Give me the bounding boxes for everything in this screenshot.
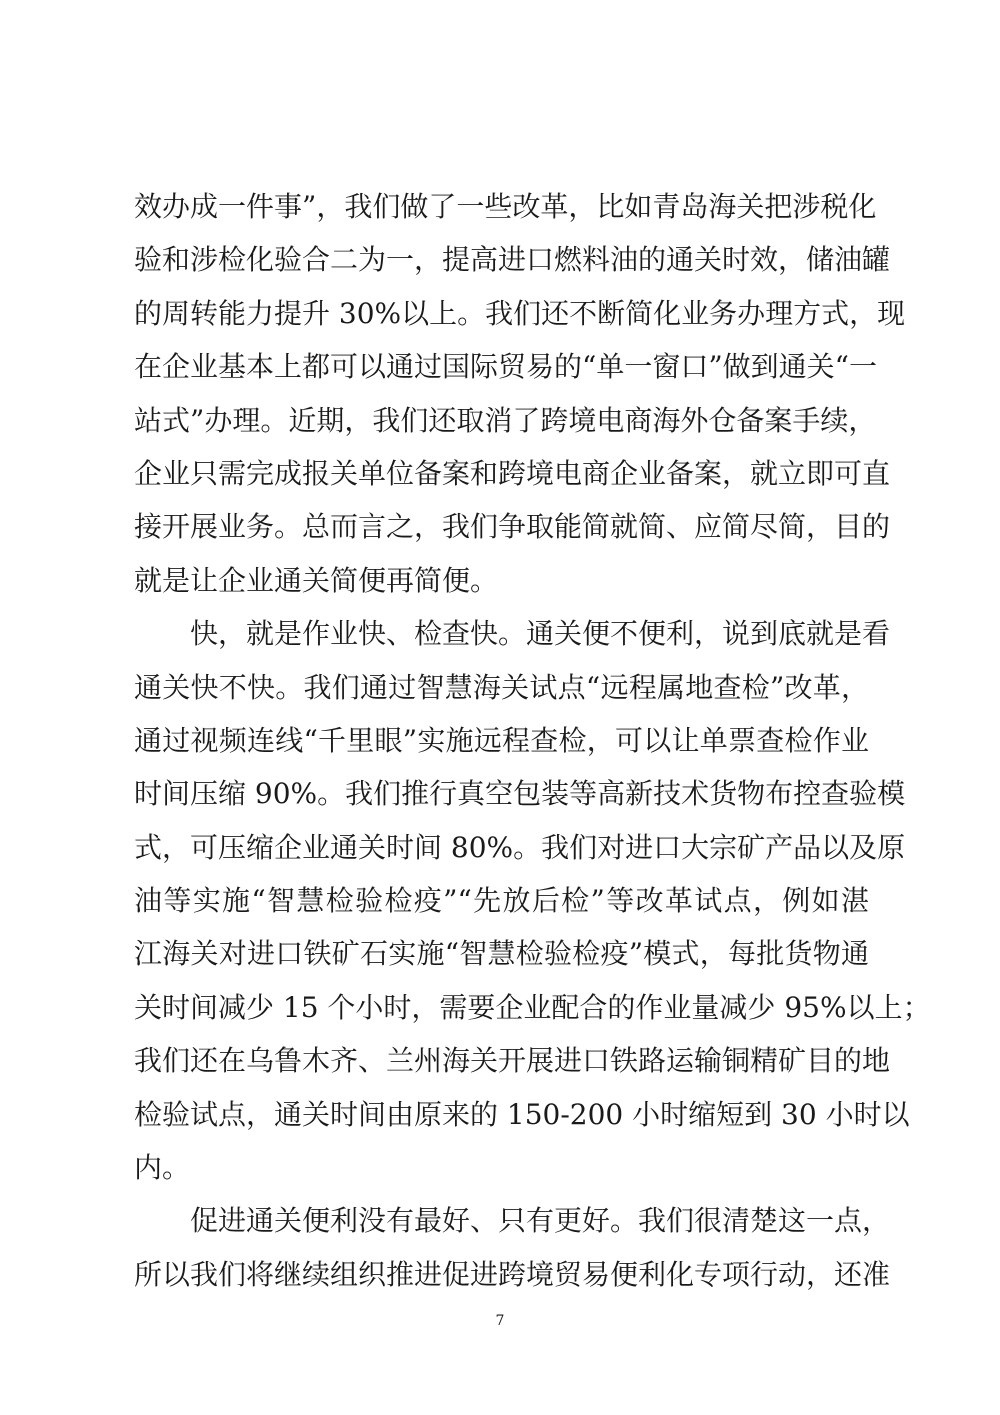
text-line: 的周转能力提升 30%以上。我们还不断简化业务办理方式，现	[134, 296, 906, 330]
text-line: 接开展业务。总而言之，我们争取能简就简、应简尽简，目的	[134, 510, 891, 544]
text-line: 所以我们将继续组织推进促进跨境贸易便利化专项行动，还准	[134, 1257, 891, 1291]
body-text	[134, 180, 931, 1301]
text-line: 油等实施“智慧检验检疫”“先放后检”等改革试点，例如湛	[134, 884, 869, 918]
text-line: 促进通关便利没有最好、只有更好。我们很清楚这一点，	[190, 1204, 891, 1238]
text-line: 江海关对进口铁矿石实施“智慧检验检疫”模式，每批货物通	[134, 937, 869, 971]
text-line: 通过视频连线“千里眼”实施远程查检，可以让单票查检作业	[134, 723, 869, 757]
text-line: 在企业基本上都可以通过国际贸易的“单一窗口”做到通关“一	[134, 350, 877, 384]
text-line: 效办成一件事”，我们做了一些改革，比如青岛海关把涉税化	[134, 190, 877, 223]
text-line: 式，可压缩企业通关时间 80%。我们对进口大宗矿产品以及原	[134, 830, 906, 864]
page-number: 7	[495, 1313, 505, 1329]
text-line: 时间压缩 90%。我们推行真空包装等高新技术货物布控查验模	[134, 777, 906, 811]
text-line: 就是让企业通关简便再简便。	[134, 563, 499, 597]
text-line: 站式”办理。近期，我们还取消了跨境电商海外仓备案手续，	[134, 403, 877, 437]
text-line: 检验试点，通关时间由原来的 150-200 小时缩短到 30 小时以	[134, 1097, 910, 1131]
text-line: 快，就是作业快、检查快。通关便不便利，说到底就是看	[190, 617, 891, 651]
text-line: 验和涉检化验合二为一，提高进口燃料油的通关时效，储油罐	[134, 243, 891, 277]
text-line: 企业只需完成报关单位备案和跨境电商企业备案，就立即可直	[134, 456, 891, 490]
text-line: 我们还在乌鲁木齐、兰州海关开展进口铁路运输铜精矿目的地	[134, 1044, 891, 1078]
text-line: 通关快不快。我们通过智慧海关试点“远程属地查检”改革，	[134, 670, 869, 704]
text-line: 内。	[134, 1151, 191, 1185]
text-line: 关时间减少 15 个小时，需要企业配合的作业量减少 95%以上；	[134, 990, 931, 1024]
